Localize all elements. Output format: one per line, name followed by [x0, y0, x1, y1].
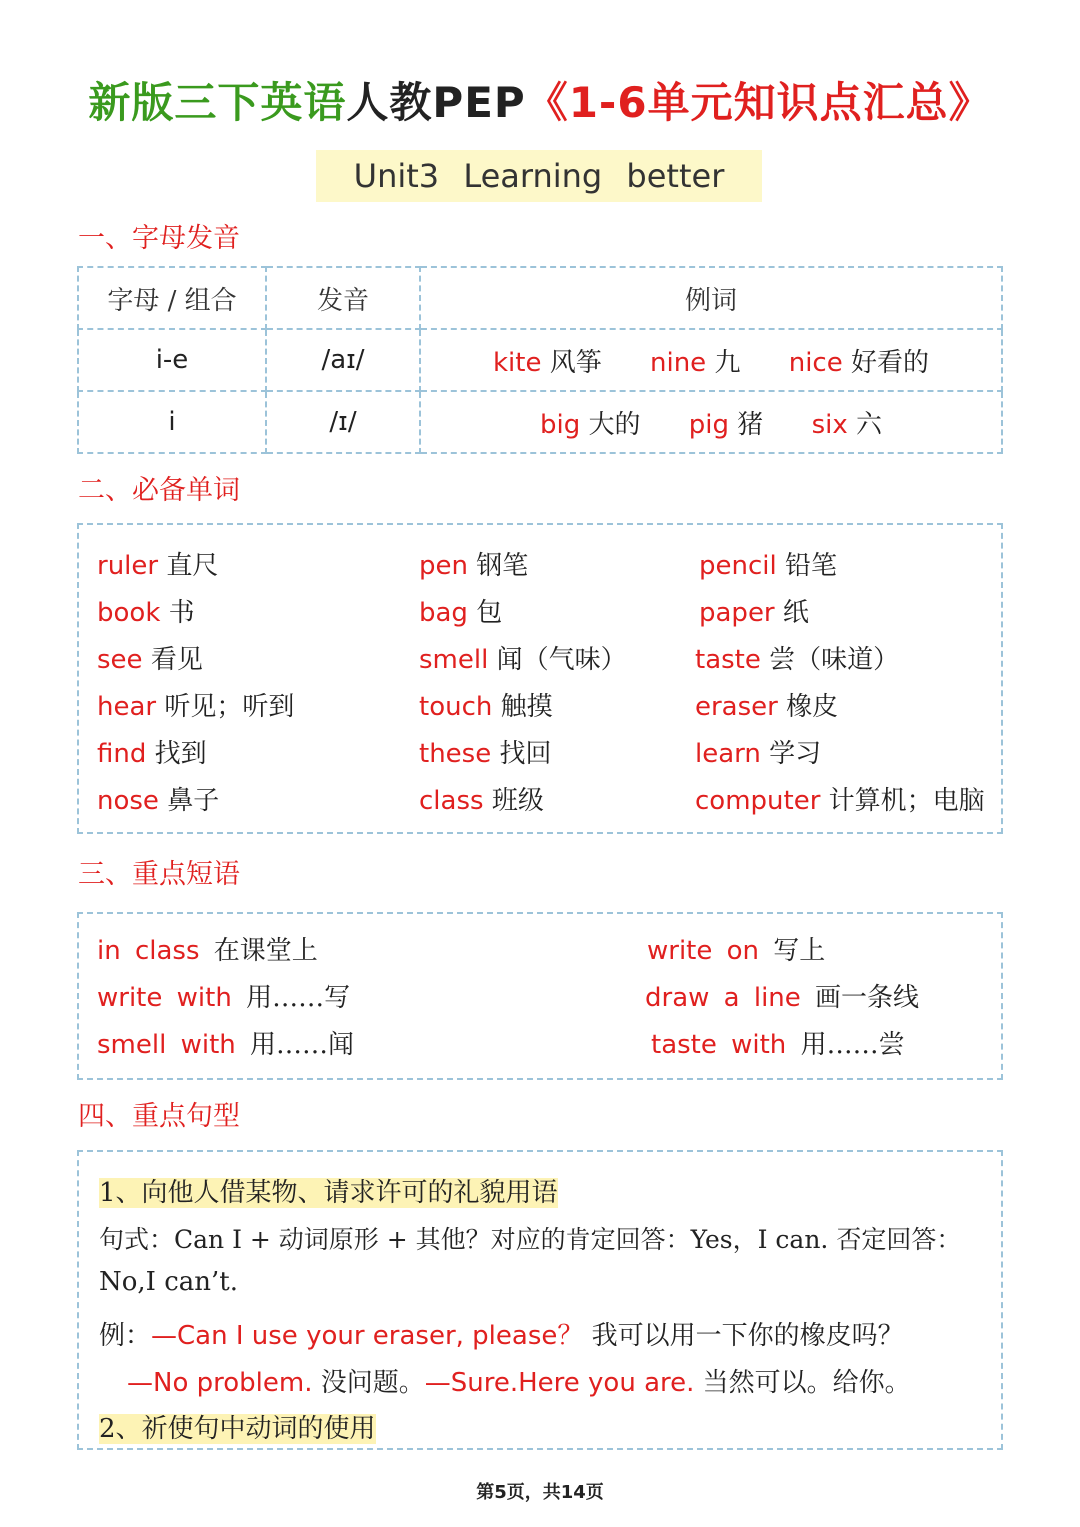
phonics-sound: /ɪ/ [266, 391, 420, 453]
phonics-examples [420, 391, 1002, 453]
vocab-box [77, 523, 1003, 834]
vocab-meaning: 计算机；电脑 [828, 786, 985, 816]
vocab-item [699, 592, 809, 629]
vocab-word: these [419, 739, 492, 769]
header-sound: 发音 [266, 267, 420, 329]
vocab-word: smell [419, 645, 489, 675]
phrase-item [97, 930, 318, 967]
vocab-item [97, 686, 294, 723]
page-title [0, 70, 1080, 130]
vocab-item [97, 780, 219, 817]
vocab-word: pen [419, 551, 468, 581]
vocab-item [419, 545, 528, 582]
phonics-row [78, 391, 1002, 453]
phrase-cn: 用……闻 [250, 1030, 355, 1060]
vocab-word: paper [699, 598, 775, 628]
example-question [99, 1315, 904, 1352]
section-heading-words: 二、必备单词 [78, 475, 240, 506]
vocab-item [695, 780, 985, 817]
vocab-meaning: 包 [476, 598, 503, 628]
sentence-pattern-cont: No,I can’t. [99, 1267, 238, 1297]
phrase-en: smell with [97, 1030, 236, 1060]
vocab-meaning: 闻（气味） [496, 645, 627, 675]
vocab-meaning: 班级 [491, 786, 544, 816]
vocab-meaning: 书 [168, 598, 195, 628]
sentence-heading-2: 2、祈使句中动词的使用 [99, 1414, 376, 1444]
phrase-cn: 写上 [773, 936, 826, 966]
vocab-word: see [97, 645, 143, 675]
phonics-table [77, 266, 1003, 454]
title-part-1: 新版三下英语 [88, 78, 347, 127]
phrase-en: draw a line [645, 983, 801, 1013]
vocab-meaning: 纸 [782, 598, 809, 628]
example-answer-2-cn: 当然可以。给你。 [702, 1368, 911, 1398]
header-letter: 字母 / 组合 [78, 267, 266, 329]
vocab-meaning: 触摸 [500, 692, 553, 722]
example-meaning: 大的 [588, 409, 641, 440]
vocab-item [695, 639, 899, 676]
example-word: nine [650, 347, 707, 378]
vocab-word: book [97, 598, 161, 628]
example-meaning: 九 [714, 347, 741, 378]
vocab-meaning: 直尺 [166, 551, 219, 581]
vocab-meaning: 学习 [769, 739, 822, 769]
vocab-item [419, 592, 502, 629]
example-word: pig [688, 409, 730, 440]
example-answer-1-en: —No problem. [127, 1368, 313, 1398]
vocab-item [419, 639, 627, 676]
vocab-item [419, 780, 544, 817]
section-heading-phrases: 三、重点短语 [78, 859, 240, 890]
title-part-3: 《1-6单元知识点汇总》 [525, 78, 992, 127]
vocab-word: touch [419, 692, 493, 722]
vocab-word: find [97, 739, 147, 769]
phonics-letter: i [78, 391, 266, 453]
page-number: 第5页，共14页 [476, 1482, 604, 1503]
vocab-meaning: 尝（味道） [769, 645, 900, 675]
phonics-examples [420, 329, 1002, 391]
phonics-row [78, 329, 1002, 391]
phonics-letter: i-e [78, 329, 266, 391]
unit-title: Unit3 Learning better [316, 150, 762, 202]
vocab-meaning: 钢笔 [476, 551, 529, 581]
phrase-cn: 在课堂上 [213, 936, 318, 966]
vocab-item [97, 545, 218, 582]
example-word: kite [492, 347, 542, 378]
sentences-box [77, 1150, 1003, 1450]
vocab-meaning: 橡皮 [786, 692, 839, 722]
vocab-word: nose [97, 786, 159, 816]
vocab-meaning: 找到 [154, 739, 207, 769]
example-question-en: —Can I use your eraser, please？ [151, 1321, 584, 1351]
phonics-sound: /aɪ/ [266, 329, 420, 391]
phrase-item [97, 1024, 354, 1061]
vocab-word: class [419, 786, 484, 816]
vocab-meaning: 鼻子 [167, 786, 220, 816]
vocab-item [695, 686, 838, 723]
vocab-meaning: 铅笔 [785, 551, 838, 581]
vocab-item [97, 592, 195, 629]
phrase-cn: 画一条线 [815, 983, 920, 1013]
phrase-item [97, 977, 350, 1014]
phrase-en: write on [647, 936, 760, 966]
example-word: nice [788, 347, 843, 378]
header-examples: 例词 [420, 267, 1002, 329]
section-heading-sentences: 四、重点句型 [78, 1101, 240, 1132]
example-word: big [540, 409, 581, 440]
vocab-item [419, 686, 553, 723]
phrase-item [651, 1024, 905, 1061]
vocab-word: taste [695, 645, 761, 675]
phrase-en: write with [97, 983, 232, 1013]
example-meaning: 风筝 [549, 347, 602, 378]
example-word: six [811, 409, 848, 440]
vocab-item [419, 733, 552, 770]
sentence-heading-1: 1、向他人借某物、请求许可的礼貌用语 [99, 1178, 558, 1208]
vocab-word: computer [695, 786, 821, 816]
vocab-item [699, 545, 837, 582]
vocab-word: pencil [699, 551, 777, 581]
vocab-meaning: 找回 [499, 739, 552, 769]
phrase-item [645, 977, 919, 1014]
example-meaning: 猪 [737, 409, 764, 440]
phrase-cn: 用……尝 [800, 1030, 905, 1060]
phrase-en: in class [97, 936, 200, 966]
vocab-meaning: 听见；听到 [164, 692, 295, 722]
vocab-item [97, 733, 207, 770]
example-answer-2-en: —Sure.Here you are. [424, 1368, 695, 1398]
vocab-item [695, 733, 821, 770]
vocab-word: bag [419, 598, 468, 628]
example-answers [127, 1362, 911, 1399]
example-meaning: 好看的 [851, 347, 930, 378]
example-answer-1-cn: 没问题。 [320, 1368, 425, 1398]
example-question-cn: 我可以用一下你的橡皮吗？ [591, 1321, 904, 1351]
phrase-item [647, 930, 825, 967]
title-part-2: 人教PEP [346, 78, 526, 127]
vocab-word: hear [97, 692, 157, 722]
vocab-word: eraser [695, 692, 778, 722]
example-meaning: 六 [855, 409, 882, 440]
example-label: 例： [99, 1321, 152, 1351]
vocab-meaning: 看见 [150, 645, 203, 675]
vocab-word: ruler [97, 551, 159, 581]
section-heading-letters: 一、字母发音 [78, 223, 240, 254]
phonics-header-row [78, 267, 1002, 329]
vocab-item [97, 639, 203, 676]
phrases-box [77, 912, 1003, 1080]
vocab-word: learn [695, 739, 761, 769]
phrase-en: taste with [651, 1030, 787, 1060]
sentence-pattern: 句式：Can I + 动词原形 + 其他？对应的肯定回答：Yes，I can. 否定回答： [99, 1225, 962, 1254]
phrase-cn: 用……写 [246, 983, 351, 1013]
